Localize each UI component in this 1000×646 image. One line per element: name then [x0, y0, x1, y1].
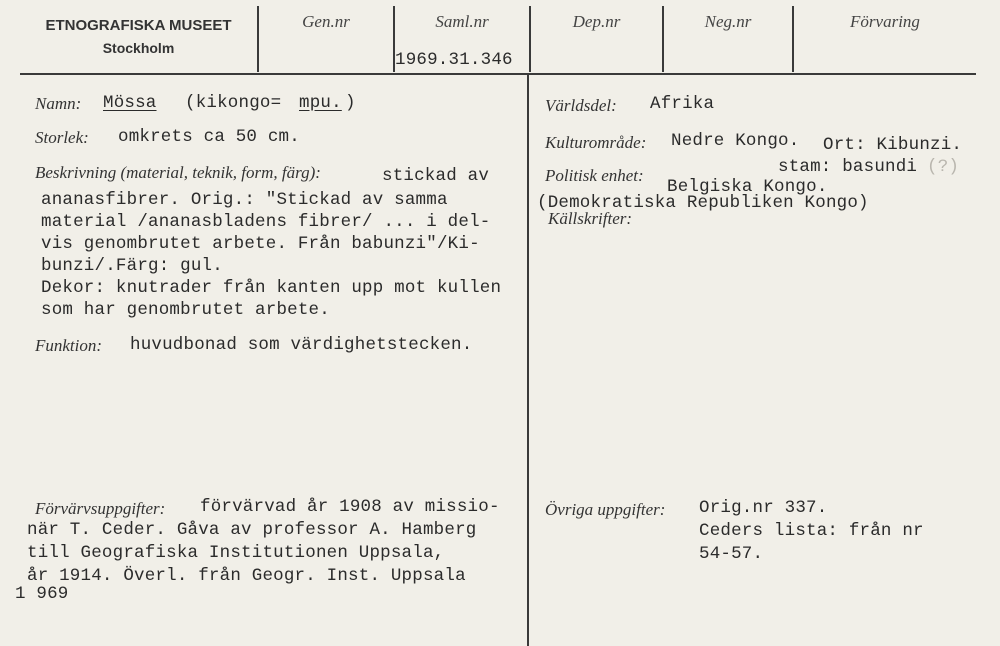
politisk-label: Politisk enhet: — [545, 166, 644, 185]
varldsdel-value: Afrika — [650, 94, 715, 114]
funktion-label: Funktion: — [35, 336, 103, 355]
namn-label: Namn: — [35, 94, 82, 113]
header-bottom-rule — [20, 73, 976, 75]
header-saml-nr: Saml.nr — [435, 12, 489, 31]
header-dep-nr: Dep.nr — [572, 12, 621, 31]
museum-name: ETNOGRAFISKA MUSEET — [45, 17, 232, 34]
forvarv-line: till Geografiska Institutionen Uppsala, — [27, 543, 445, 563]
forvarv-line: år 1914. Överl. från Geogr. Inst. Uppsala — [27, 566, 466, 586]
namn-value: Mössa — [103, 93, 157, 113]
beskrivning-line: ananasfibrer. Orig.: "Stickad av samma — [41, 190, 448, 210]
dekor-line: Dekor: knutrader från kanten upp mot kullen — [41, 278, 502, 298]
ort-value: Ort: Kibunzi. — [823, 135, 963, 155]
forvarv-line: när T. Ceder. Gåva av professor A. Hamberg — [27, 520, 477, 540]
forvarv-first: förvärvad år 1908 av missio- — [200, 497, 500, 517]
namn-kikongo-close: ) — [345, 93, 356, 113]
museum-city: Stockholm — [102, 40, 175, 56]
ovriga-line: Ceders lista: från nr — [699, 521, 924, 541]
beskrivning-line: bunzi/.Färg: gul. — [41, 256, 223, 276]
politisk-value-2: (Demokratiska Republiken Kongo) — [537, 193, 869, 213]
header-forvaring: Förvaring — [850, 12, 920, 31]
storlek-label: Storlek: — [35, 128, 89, 147]
namn-kikongo-open: (kikongo= — [185, 93, 282, 113]
saml-nr-value: 1969.31.346 — [395, 50, 513, 70]
kultur-label: Kulturområde: — [545, 133, 647, 152]
stam-value: stam: basundi — [778, 157, 918, 177]
storlek-value: omkrets ca 50 cm. — [118, 127, 300, 147]
varldsdel-label: Världsdel: — [545, 96, 617, 115]
stam-mark: (?) — [927, 157, 960, 177]
beskrivning-line: vis genombrutet arbete. Från babunzi"/Ki- — [41, 234, 480, 254]
kallskrifter-label: Källskrifter: — [548, 209, 633, 228]
header-gen-nr: Gen.nr — [302, 12, 350, 31]
namn-kikongo-word: mpu. — [299, 93, 342, 113]
ovriga-line: Orig.nr 337. — [699, 498, 828, 518]
politisk-value: Belgiska Kongo. — [667, 177, 828, 197]
funktion-value: huvudbonad som värdighetstecken. — [130, 335, 473, 355]
kultur-value: Nedre Kongo. — [671, 131, 800, 151]
beskrivning-first: stickad av — [382, 166, 490, 186]
forvarv-line: 1 969 — [15, 584, 69, 604]
header-neg-nr: Neg.nr — [704, 12, 752, 31]
body-center-divider — [527, 74, 529, 646]
forvarv-label: Förvärvsuppgifter: — [35, 499, 166, 518]
dekor-line: som har genombrutet arbete. — [41, 300, 330, 320]
beskrivning-label: Beskrivning (material, teknik, form, färg): — [35, 163, 321, 182]
ovriga-line: 54-57. — [699, 544, 764, 564]
ovriga-label: Övriga uppgifter: — [545, 500, 666, 519]
beskrivning-line: material /ananasbladens fibrer/ ... i del- — [41, 212, 491, 232]
